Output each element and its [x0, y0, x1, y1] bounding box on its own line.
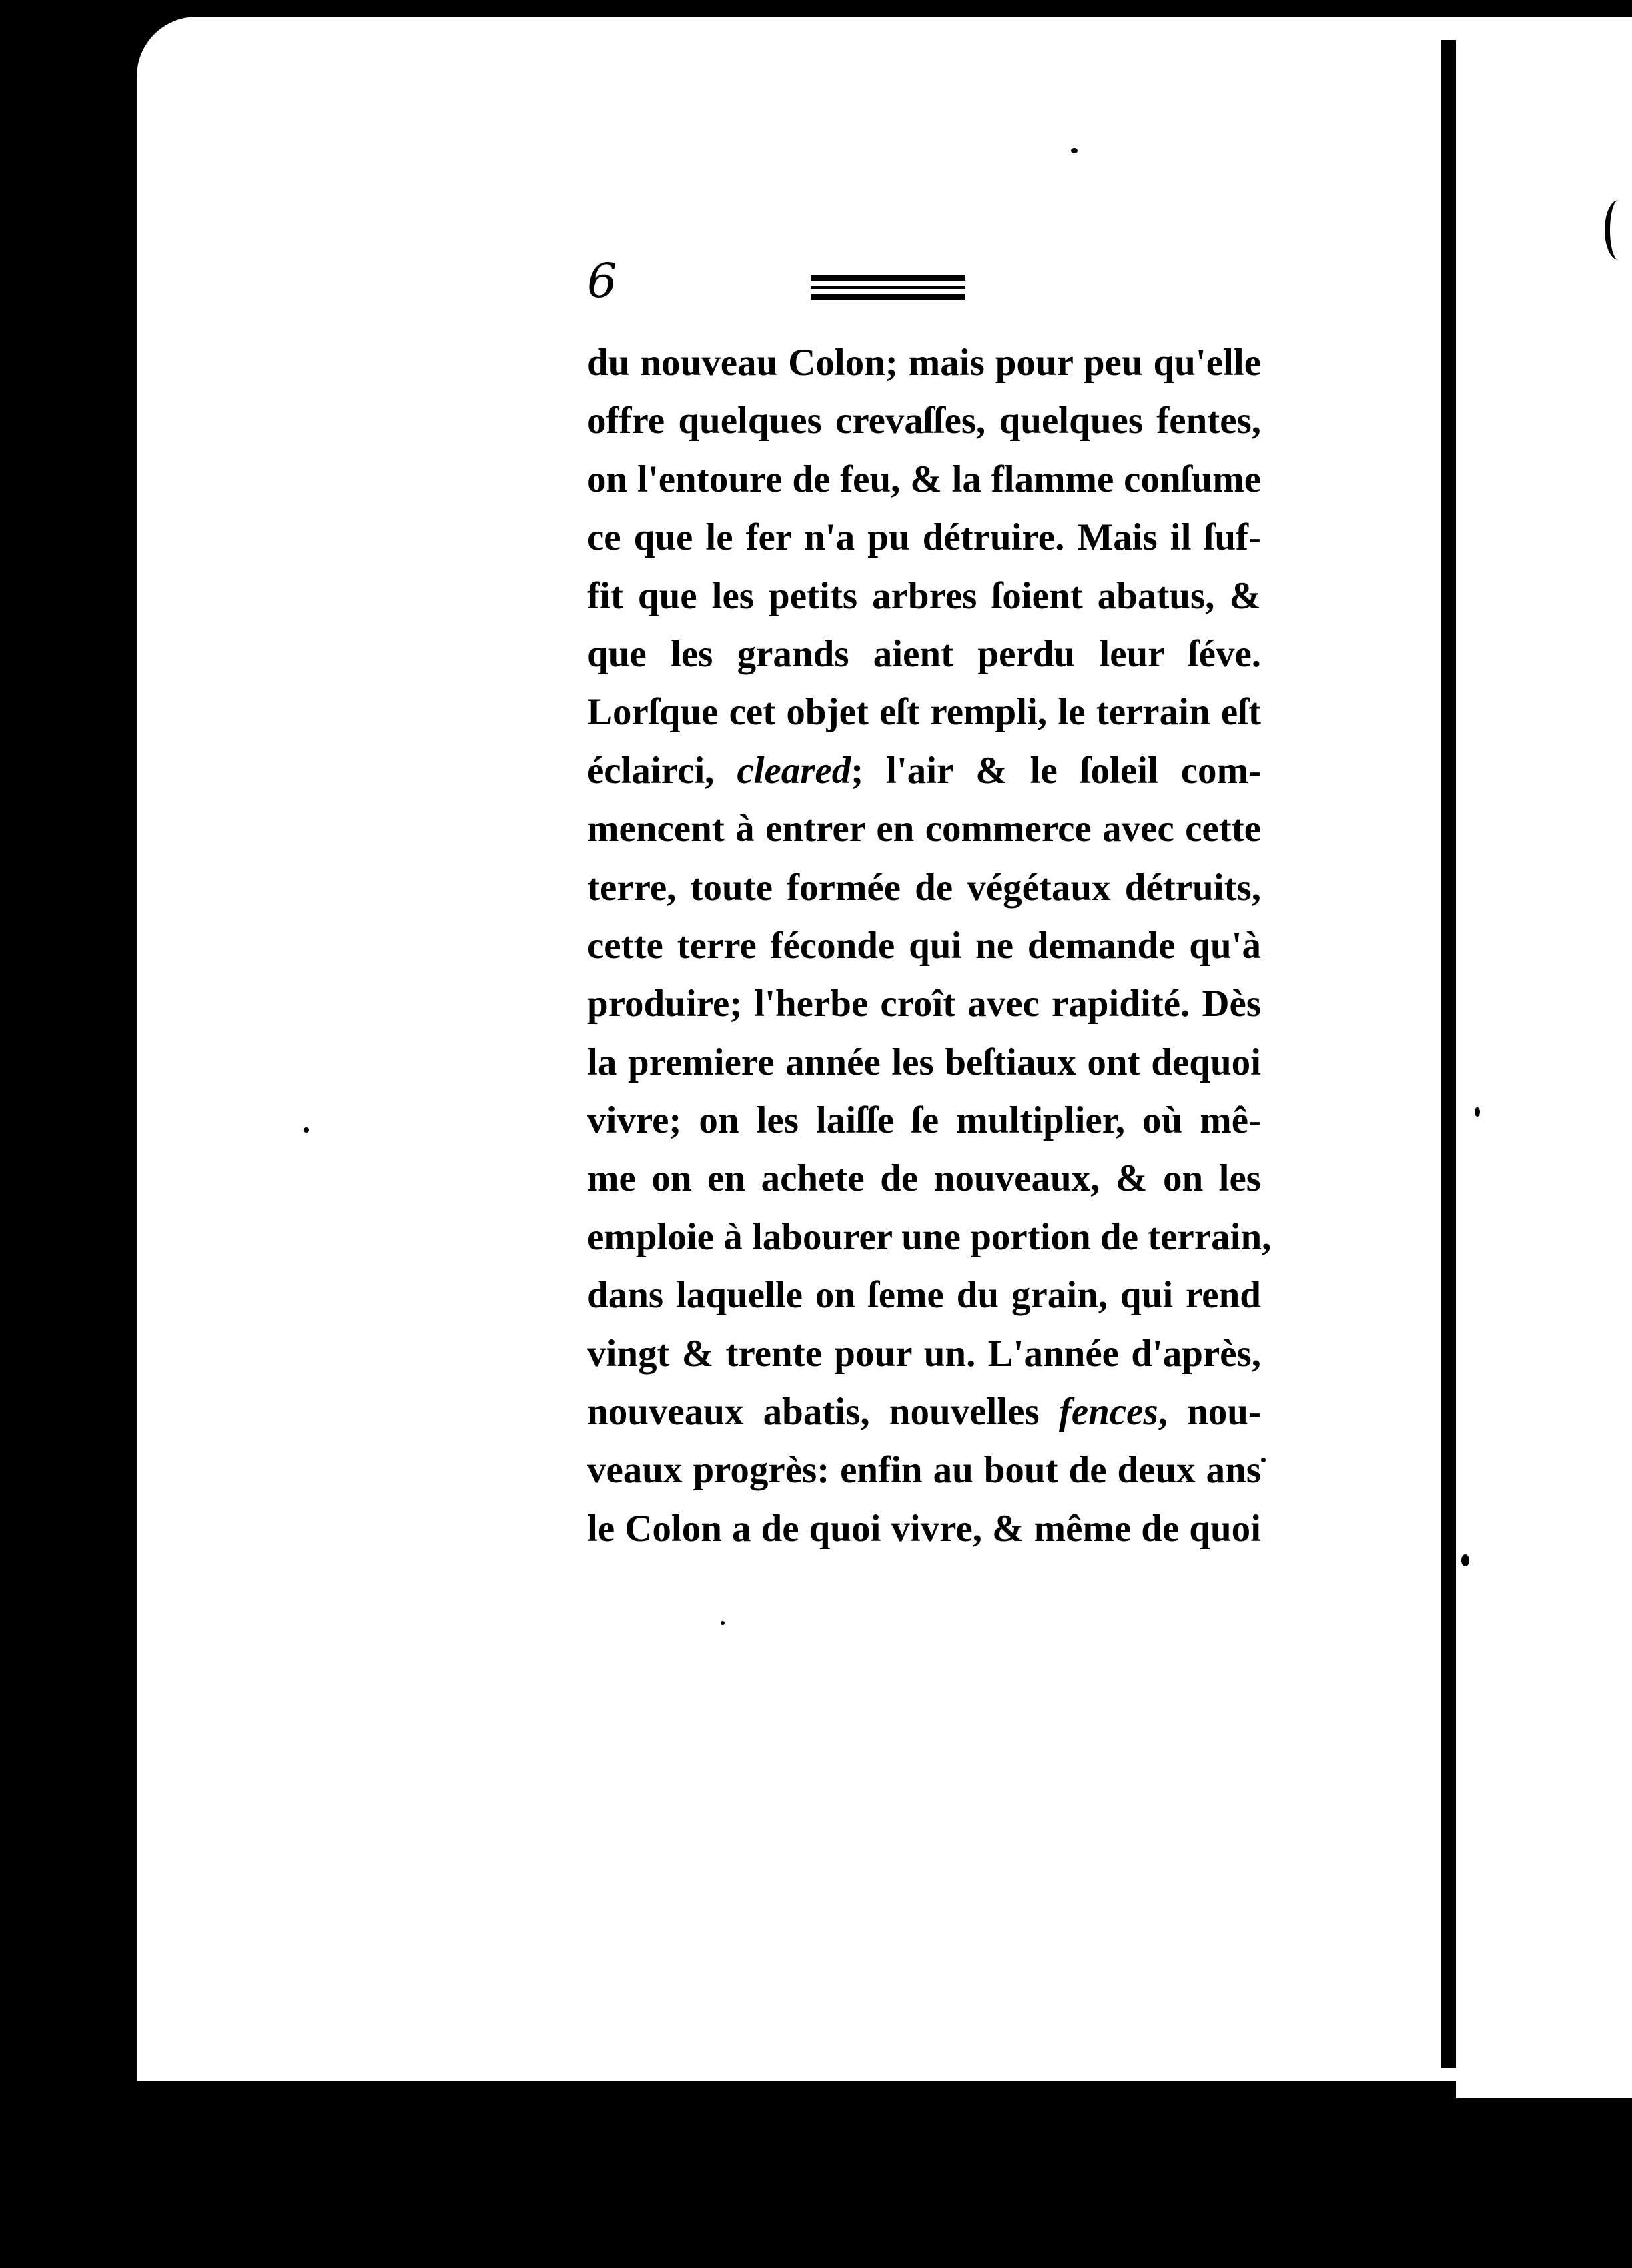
- text-line: que les grands aient perdu leur ſéve.: [587, 632, 1261, 675]
- header-rule: [811, 294, 965, 300]
- text-line: mencent à entrer en commerce avec cette: [587, 808, 1261, 851]
- facing-page-mark: [1605, 200, 1632, 260]
- page-header: [587, 253, 1054, 319]
- text-line: offre quelques crevaſſes, quelques fentes,: [587, 400, 1261, 442]
- text-line: on l'entoure de feu, & la flamme conſume: [587, 458, 1261, 500]
- text-line: fit que les petits arbres ſoient abatus, &: [587, 574, 1261, 617]
- scan-speck: [1475, 1107, 1480, 1117]
- text-line: cette terre féconde qui ne demande qu'à: [587, 924, 1261, 967]
- page-fold-shadow: [1441, 40, 1456, 2068]
- header-rule: [811, 275, 965, 281]
- italic-term: cleared: [737, 749, 851, 792]
- text-line: produire; l'herbe croît avec rapidité. Dès: [587, 983, 1261, 1025]
- header-rule: [811, 286, 965, 289]
- italic-term: fences: [1058, 1391, 1158, 1434]
- scan-speck: [1071, 148, 1078, 153]
- text-line: le Colon a de quoi vivre, & même de quoi: [587, 1507, 1261, 1550]
- text-line: emploie à labourer une portion de terrain,: [587, 1215, 1272, 1258]
- text-line: dans laquelle on ſeme du grain, qui rend: [587, 1274, 1261, 1317]
- text-line: ce que le fer n'a pu détruire. Mais il ſuf-: [587, 516, 1261, 559]
- text-line: vivre; on les laiſſe ſe multiplier, où mê-: [587, 1099, 1261, 1142]
- text-line: me on en achete de nouveaux, & on les: [587, 1157, 1261, 1200]
- text-line: terre, toute formée de végétaux détruits,: [587, 866, 1261, 909]
- page-number: 6: [587, 253, 617, 308]
- body-text: [587, 334, 1272, 1558]
- text-line: du nouveau Colon; mais pour peu qu'elle: [587, 342, 1261, 384]
- text-line: nouveaux abatis, nouvelles fences, nou-: [587, 1391, 1261, 1434]
- text-line: la premiere année les beſtiaux ont dequoi: [587, 1041, 1261, 1083]
- scan-border-bottom: [137, 2081, 1632, 2268]
- text-line: Lorſque cet objet eſt rempli, le terrain eſt: [587, 691, 1261, 734]
- text-line: vingt & trente pour un. L'année d'après,: [587, 1332, 1261, 1375]
- facing-page-edge: [1456, 17, 1632, 2098]
- scan-speck: [721, 1621, 725, 1625]
- scan-speck: [304, 1127, 309, 1133]
- text-line: veaux progrès: enfin au bout de deux ans: [587, 1449, 1261, 1492]
- scan-speck: [1261, 1458, 1266, 1462]
- text-line: éclairci, cleared; l'air & le ſoleil com-: [587, 749, 1261, 792]
- scan-speck: [1461, 1554, 1469, 1566]
